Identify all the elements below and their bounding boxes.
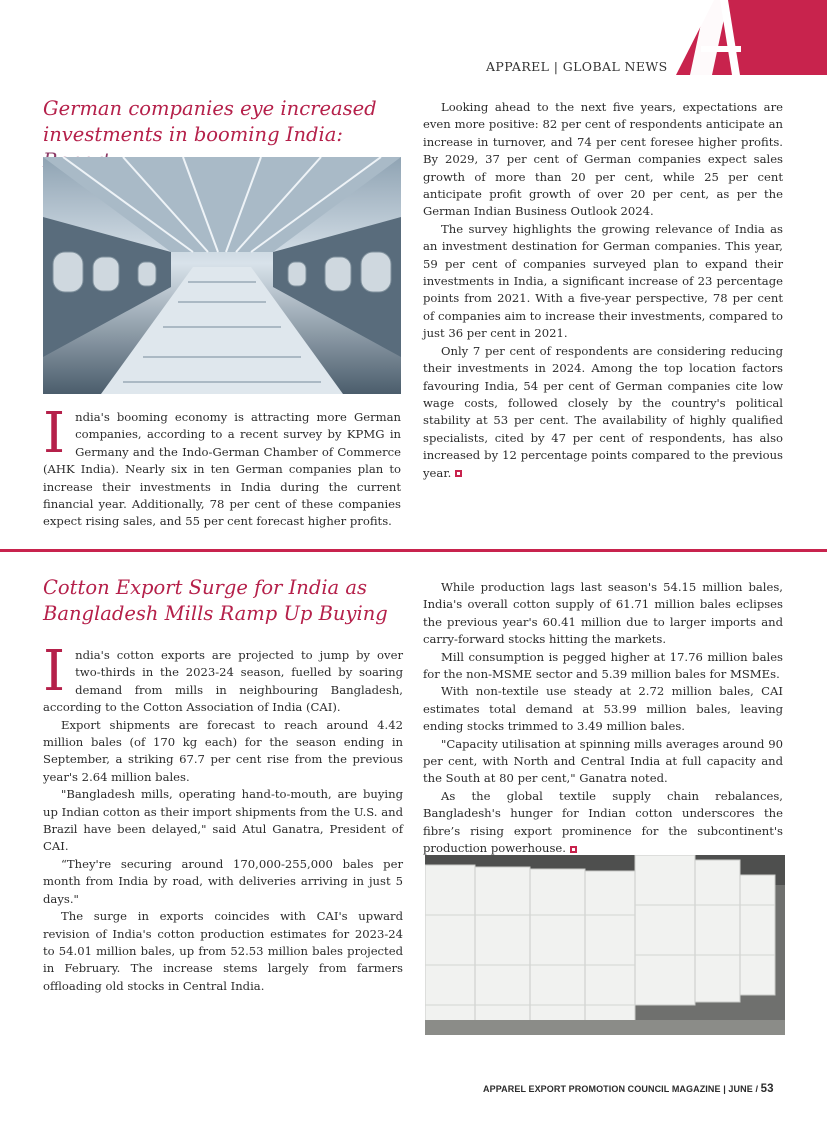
article2-paragraph: As the global textile supply chain rebalances, Bangladesh's hunger for Indian cotton underscores the fibre’s rising export prominence for the subcontinent's production powerhouse.	[423, 788, 783, 856]
article2-dropcap: I	[43, 639, 66, 704]
article1-col1	[43, 401, 401, 531]
article2-paragraph: "Capacity utilisation at spinning mills averages around 90 per cent, with North and Central India at full capacity and the South at 80 per cent," Ganatra noted.	[423, 736, 783, 786]
article2-col2	[423, 579, 783, 858]
article2-title: Cotton Export Surge for India as Bangladesh Mills Ramp Up Buying	[43, 576, 388, 625]
page-number: 53	[760, 1083, 774, 1095]
end-mark-icon	[570, 846, 577, 853]
article1-title-main: German companies eye increased investments in booming India:	[43, 97, 377, 146]
article2-paragraph: With non-textile use steady at 2.72 million bales, CAI estimates total demand at 53.99 million bales, leaving ending stocks trimmed to 3.49 million bales.	[423, 684, 783, 734]
article2-paragraph: Export shipments are forecast to reach around 4.42 million bales (of 170 kg each) for the season ending in September, a striking 67.7 per cent rise from the previous year's 2.64 million bales.	[43, 717, 403, 784]
article2-paragraph: Mill consumption is pegged higher at 17.76 million bales for the non-MSME sector and 5.39 million bales for MSMEs.	[423, 649, 783, 682]
article1-paragraph: ndia's booming economy is attracting more German companies, according to a recent survey by KPMG in Germany and the Indo-German Chamber of Commerce (AHK India). Nearly six in ten German companies plan to increase their investments in India during the current financial year. Additionally, 78 per cent of these companies expect rising sales, and 55 per cent forecast higher profits.	[43, 410, 401, 529]
section-label: APPAREL | GLOBAL NEWS	[486, 59, 668, 74]
article1-paragraph: The survey highlights the growing relevance of India as an investment destination for German companies. This year, 59 per cent of companies surveyed plan to expand their investments in India, a significant increase of 23 percentage points from 2021. With a five-year perspective, 78 per cent of companies aim to increase their investments, compared to just 36 per cent in 2021.	[423, 221, 783, 341]
article2-paragraph: While production lags last season's 54.15 million bales, India's overall cotton supply of 61.71 million bales eclipses the previous year's 60.41 million due to larger imports and carry-forward stocks hitting the markets.	[423, 580, 783, 647]
cotton-bales-image	[425, 855, 785, 1035]
article1-col2	[423, 99, 783, 482]
article1-paragraph: Only 7 per cent of respondents are considering reducing their investments in 2024. Among the top location factors favouring India, 54 per cent of German companies cite low wage costs, followed closely by the country's political stability at 53 per cent. The availability of highly qualified specialists, cited by 47 per cent of respondents, has also increased by 12 percentage points compared to the previous year.	[423, 343, 783, 480]
article2-col1	[43, 639, 403, 995]
magazine-logo-icon	[676, 0, 827, 76]
section-divider	[0, 549, 827, 552]
article1-paragraph: Looking ahead to the next five years, expectations are even more positive: 82 per cent of respondents anticipate an increase in turnover, and 74 per cent foresee higher profits. By 2029, 37 per cent of German companies expect sales growth of more than 20 per cent, while 25 per cent anticipate profit growth of over 20 per cent, as per the German Indian Business Outlook 2024.	[423, 100, 783, 219]
article2-paragraph: The surge in exports coincides with CAI's upward revision of India's cotton production estimates for 2023-24 to 54.01 million bales, up from 52.53 million bales projected in February. The increase stems largely from farmers offloading old stocks in Central India.	[43, 909, 403, 993]
end-mark-icon	[455, 470, 462, 477]
article2-paragraph: "Bangladesh mills, operating hand-to-mouth, are buying up Indian cotton as their import shipments from the U.S. and Brazil have been delayed," said Atul Ganatra, President of CAI.	[43, 787, 403, 854]
page-footer	[483, 1083, 783, 1095]
textile-factory-image	[43, 157, 401, 394]
article1-dropcap: I	[43, 401, 66, 466]
article2-paragraph: ndia's cotton exports are projected to jump by over two-thirds in the 2023-24 season, fuelled by soaring demand from mills in neighbouring Bangladesh, according to the Cotton Association of India (CAI).	[43, 648, 403, 715]
footer-text: APPAREL EXPORT PROMOTION COUNCIL MAGAZINE | JUNE /	[483, 1084, 761, 1094]
article2-paragraph: “They're securing around 170,000-255,000 bales per month from India by road, with deliveries arriving in just 5 days."	[43, 856, 403, 906]
